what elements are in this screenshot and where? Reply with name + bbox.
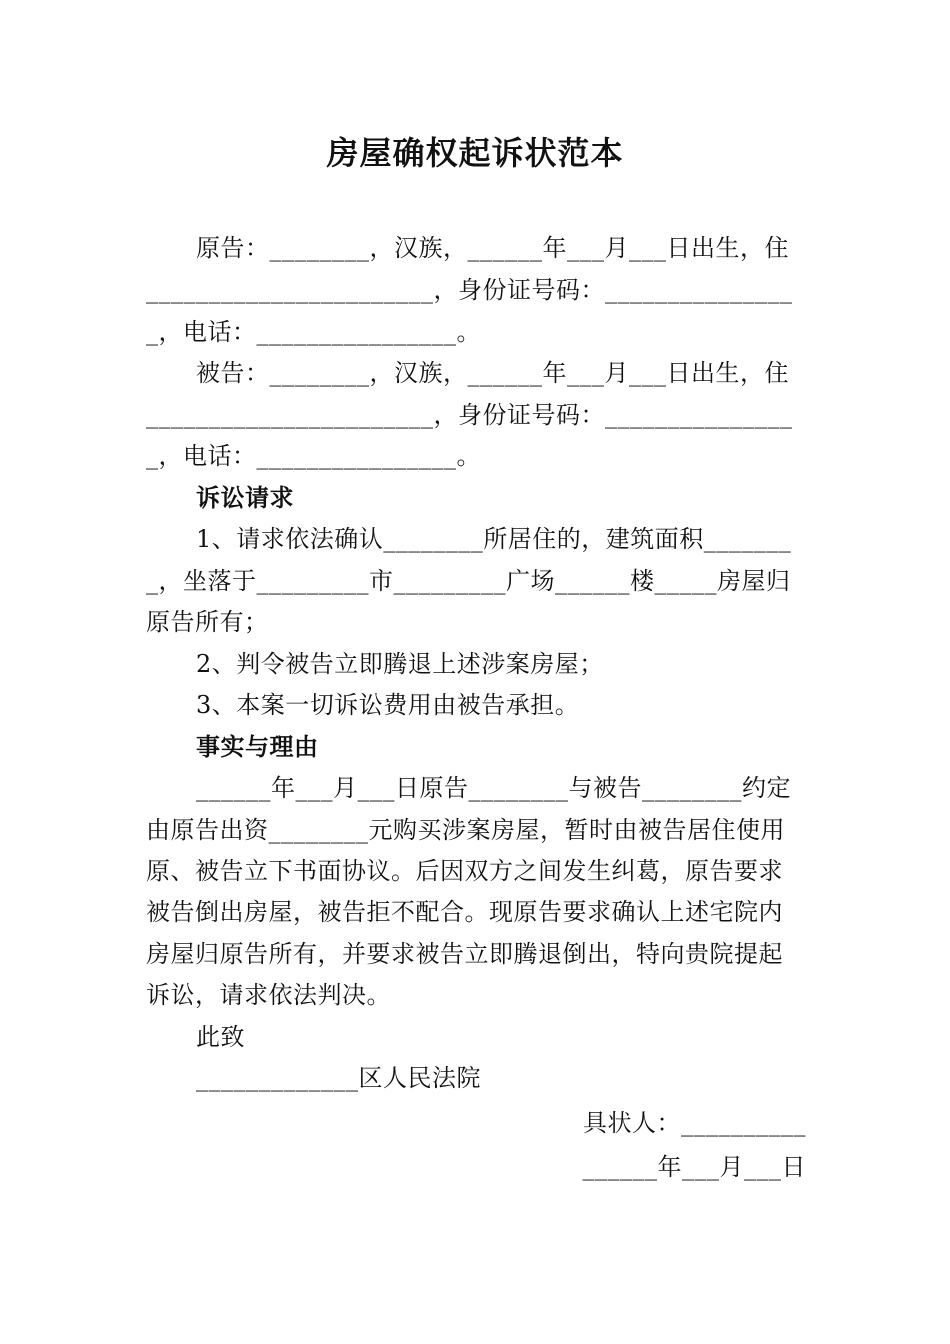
plaintiff-line-3: _，电话：________________。 [146,318,481,346]
claim-1-line-1: 1、请求依法确认________所居住的，建筑面积_______ [196,525,792,553]
closing-court: _____________区人民法院 [196,1064,481,1092]
facts-line-5: 房屋归原告所有，并要求被告立即腾退倒出，特向贵院提起 [146,940,783,968]
claim-1-line-3: 原告所有； [146,608,269,636]
defendant-line-2: _______________________，身份证号码：_______________ [146,401,793,429]
facts-line-6: 诉讼，请求依法判决。 [146,981,391,1009]
facts-line-1: ______年___月___日原告________与被告________约定 [196,774,791,802]
facts-heading: 事实与理由 [196,733,319,761]
claim-1-line-2: _，坐落于_________市_________广场______楼_____房屋归 [146,567,791,595]
closing-signer: 具状人：__________ [583,1109,806,1137]
claim-2: 2、判令被告立即腾退上述涉案房屋； [196,650,604,678]
facts-line-2: 由原告出资________元购买涉案房屋，暂时由被告居住使用 [146,816,785,844]
defendant-line-1: 被告：________，汉族，______年___月___日出生，住 [196,359,789,387]
plaintiff-line-1: 原告：________，汉族，______年___月___日出生，住 [196,234,789,262]
closing-date: ______年___月___日 [582,1153,806,1181]
document-title: 房屋确权起诉状范本 [326,134,624,172]
claim-3: 3、本案一切诉讼费用由被告承担。 [196,691,580,719]
facts-line-4: 被告倒出房屋，被告拒不配合。现原告要求确认上述宅院内 [146,898,783,926]
closing-salutation: 此致 [196,1023,245,1051]
plaintiff-line-2: _______________________，身份证号码：_______________ [146,276,793,304]
facts-line-3: 原、被告立下书面协议。后因双方之间发生纠葛，原告要求 [146,857,783,885]
claims-heading: 诉讼请求 [196,484,294,512]
defendant-line-3: _，电话：________________。 [146,442,481,470]
